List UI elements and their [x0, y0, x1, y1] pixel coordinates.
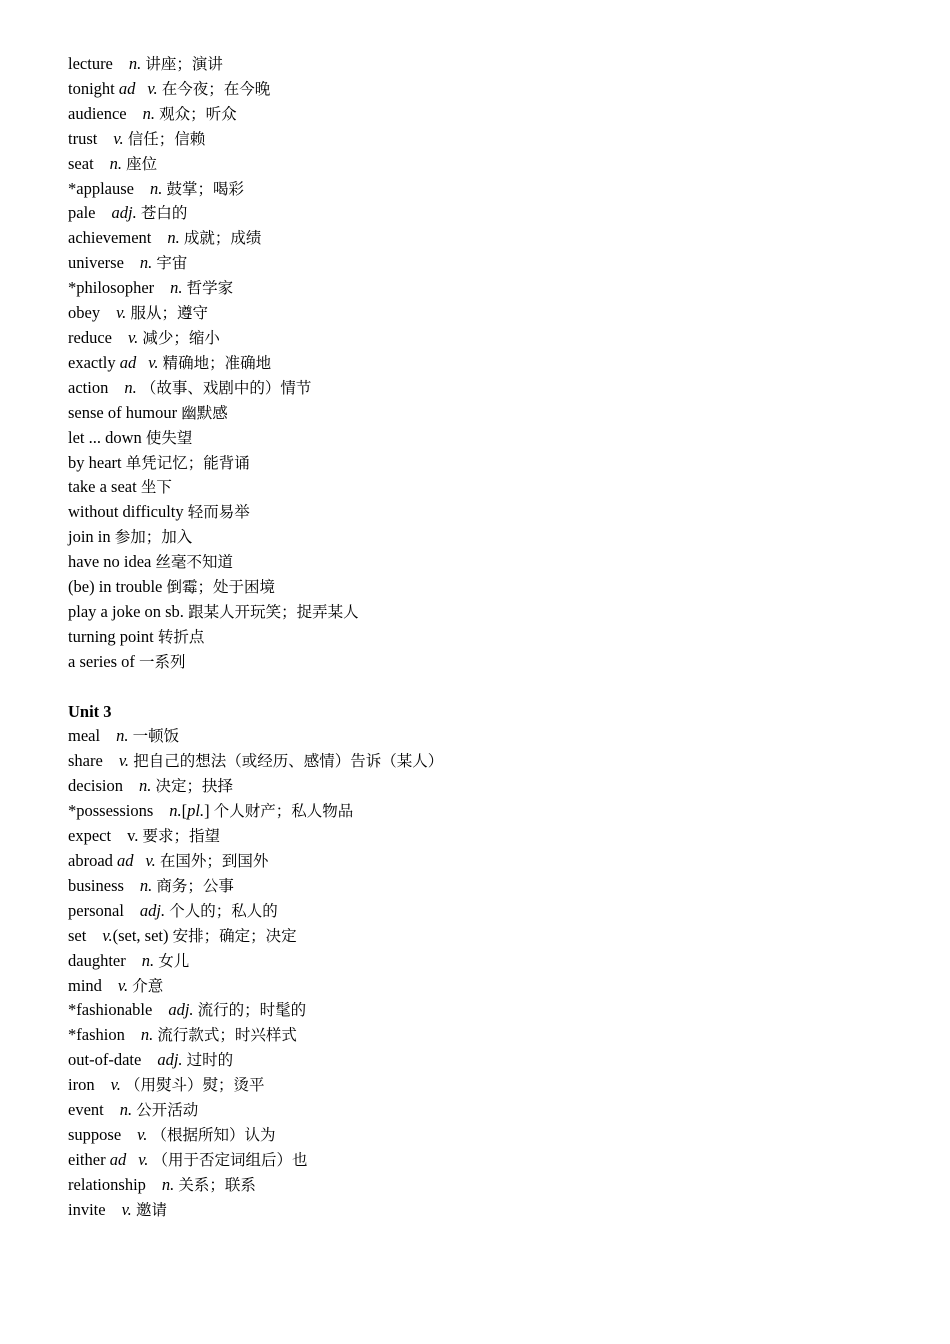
vocab-word: achievement [68, 228, 152, 248]
part-of-speech: v. [117, 975, 129, 995]
vocab-entry [68, 1123, 928, 1148]
phrase-meaning: 轻而易举 [187, 503, 250, 522]
phrase-text: a series of [68, 651, 135, 671]
part-of-speech: v. [147, 78, 158, 98]
part-of-speech: v. [102, 925, 113, 945]
vocab-entry [68, 849, 928, 874]
phrase-meaning: 参加；加入 [114, 528, 193, 547]
vocab-word: universe [68, 253, 124, 273]
phrase-text: play a joke on sb. [68, 601, 184, 621]
part-of-speech: v. [138, 1149, 149, 1169]
word-meaning: 信任；信赖 [127, 129, 206, 148]
vocab-word: exactly [68, 352, 116, 372]
part-of-speech: v. [148, 352, 159, 372]
word-meaning: 观众；听众 [159, 104, 237, 123]
phrase-entry [68, 550, 928, 575]
part-of-speech: adj. [157, 1050, 183, 1070]
part-of-speech: n. [149, 178, 163, 198]
phrase-meaning: 丝毫不知道 [155, 553, 234, 572]
word-meaning: 讲座；演讲 [145, 55, 223, 73]
phrase-entry [68, 650, 928, 675]
part-of-speech: n. [119, 1100, 133, 1120]
part-of-speech: n. [139, 253, 153, 273]
word-meaning: 安排；确定；决定 [172, 926, 297, 945]
phrase-entry [68, 575, 928, 600]
word-meaning: 要求；指望 [142, 827, 221, 846]
vocab-word: meal [68, 726, 101, 746]
vocabulary-list [68, 52, 928, 1223]
vocab-entry [68, 1148, 928, 1173]
vocab-entry [68, 1098, 928, 1123]
vocab-entry [68, 177, 928, 202]
vocab-entry [68, 326, 928, 351]
pos-bracket: [ [181, 801, 188, 821]
part-of-speech-modifier: ad [119, 352, 137, 372]
vocab-word: seat [68, 153, 94, 173]
vocab-word: personal [68, 900, 124, 920]
vocab-entry [68, 52, 928, 77]
vocab-word: business [68, 875, 124, 895]
part-of-speech: n. [142, 103, 156, 123]
vocab-word: *applause [68, 178, 134, 198]
word-meaning: 苍白的 [140, 204, 188, 223]
vocab-word: *fashionable [68, 1000, 153, 1020]
word-meaning: 在国外；到国外 [159, 852, 269, 870]
word-meaning: （用熨斗）熨；烫平 [124, 1076, 265, 1095]
phrase-meaning: 倒霉；处于困境 [166, 578, 276, 597]
phrase-text: by heart [68, 452, 122, 472]
vocab-entry [68, 998, 928, 1023]
vocab-word: action [68, 377, 109, 397]
phrase-text: let ... down [68, 427, 142, 447]
vocab-word: set [68, 925, 87, 945]
part-of-speech: n. [124, 377, 137, 397]
vocab-entry [68, 874, 928, 899]
vocab-word: either [68, 1149, 106, 1169]
word-meaning: 邀请 [135, 1200, 167, 1219]
vocab-entry [68, 201, 928, 226]
vocab-word: relationship [68, 1174, 146, 1194]
phrase-entry [68, 625, 928, 650]
word-meaning: 女儿 [158, 951, 190, 970]
part-of-speech-modifier: ad [118, 78, 136, 98]
phrase-meaning: 幽默感 [181, 403, 228, 422]
part-of-speech: n. [167, 228, 180, 248]
word-meaning: 在今夜；在今晚 [161, 79, 271, 98]
vocab-entry [68, 351, 928, 376]
vocab-word: reduce [68, 327, 112, 347]
phrase-entry [68, 500, 928, 525]
phrase-meaning: 跟某人开玩笑；捉弄某人 [188, 602, 359, 621]
part-of-speech: n. [109, 153, 123, 173]
vocab-word: tonight [68, 78, 115, 98]
part-of-speech: v. [145, 851, 156, 870]
vocab-entry [68, 226, 928, 251]
vocab-word: lecture [68, 54, 113, 73]
vocab-entry [68, 102, 928, 127]
word-meaning: 精确地；准确地 [162, 353, 272, 372]
phrase-entry [68, 600, 928, 625]
part-of-speech: n. [139, 875, 153, 895]
part-of-speech: adj. [139, 900, 166, 920]
part-of-speech: v. [127, 826, 139, 846]
vocab-word: decision [68, 776, 123, 796]
vocab-word: suppose [68, 1124, 122, 1144]
part-of-speech: v. [118, 751, 130, 771]
word-meaning: 哲学家 [186, 279, 234, 298]
vocab-word: iron [68, 1075, 95, 1095]
phrase-entry [68, 401, 928, 426]
word-meaning: （用于否定词组后）也 [152, 1150, 308, 1169]
vocab-entry [68, 949, 928, 974]
word-meaning: 个人的；私人的 [169, 901, 278, 920]
phrase-entry [68, 525, 928, 550]
vocab-entry [68, 276, 928, 301]
vocab-entry [68, 1198, 928, 1223]
part-of-speech: v. [137, 1124, 148, 1144]
word-meaning: 鼓掌；喝彩 [166, 179, 244, 198]
phrase-text: take a seat [68, 477, 137, 497]
part-of-speech: adj. [111, 203, 137, 223]
vocab-word: event [68, 1100, 104, 1120]
phrase-text: sense of humour [68, 402, 178, 422]
part-of-speech: n. [141, 950, 155, 970]
part-of-speech: v. [116, 303, 127, 323]
vocab-entry [68, 799, 928, 824]
vocab-word: daughter [68, 950, 126, 970]
phrase-text: without difficulty [68, 502, 184, 522]
word-meaning: 服从；遵守 [130, 304, 208, 323]
vocab-entry [68, 824, 928, 849]
vocab-word: expect [68, 826, 112, 846]
word-meaning: 决定；抉择 [155, 777, 234, 796]
vocab-entry [68, 1073, 928, 1098]
phrase-meaning: 转折点 [157, 627, 205, 646]
vocab-word: abroad [68, 851, 113, 870]
word-meaning: 过时的 [186, 1051, 234, 1070]
vocab-word: invite [68, 1199, 106, 1219]
phrase-meaning: 坐下 [140, 478, 172, 497]
pos-bracket: ] [204, 801, 210, 821]
part-of-speech-modifier: ad [109, 1149, 127, 1169]
vocab-entry [68, 899, 928, 924]
vocab-word: mind [68, 975, 102, 995]
vocab-word: out-of-date [68, 1050, 142, 1070]
vocab-word: share [68, 751, 103, 771]
word-meaning: 一顿饭 [132, 727, 180, 746]
vocab-entry [68, 1023, 928, 1048]
part-of-speech: n. [116, 726, 129, 746]
word-meaning: （故事、戏剧中的）情节 [140, 378, 312, 397]
section-heading: Unit 3 [68, 701, 112, 721]
word-meaning: 流行的；时髦的 [197, 1001, 307, 1020]
vocab-word: pale [68, 203, 96, 223]
word-meaning: 宇宙 [156, 254, 188, 273]
phrase-text: join in [68, 527, 111, 547]
part-of-speech-modifier: ad [117, 851, 134, 870]
word-meaning: （根据所知）认为 [151, 1125, 276, 1144]
vocab-entry [68, 724, 928, 749]
word-meaning: 座位 [126, 154, 158, 173]
phrase-text: turning point [68, 626, 154, 646]
phrase-entry [68, 475, 928, 500]
vocab-entry [68, 774, 928, 799]
vocab-entry [68, 376, 928, 401]
part-of-speech: v. [113, 128, 124, 148]
part-of-speech: v. [110, 1075, 121, 1095]
word-meaning: 减少；缩小 [142, 328, 220, 347]
phrase-meaning: 使失望 [145, 428, 193, 447]
part-of-speech: adj. [168, 1000, 194, 1020]
part-of-speech: v. [127, 327, 139, 347]
word-meaning: 介意 [132, 976, 164, 995]
part-of-speech: n. [140, 1025, 154, 1045]
plural-marker: pl. [187, 801, 205, 821]
word-meaning: 公开活动 [136, 1101, 199, 1120]
vocab-entry [68, 77, 928, 102]
vocab-entry [68, 301, 928, 326]
phrase-meaning: 一系列 [139, 652, 186, 671]
vocab-word: *fashion [68, 1025, 125, 1045]
vocab-word: audience [68, 103, 127, 123]
word-meaning: 个人财产；私人物品 [213, 802, 354, 821]
word-meaning: 商务；公事 [156, 876, 234, 895]
vocab-entry [68, 924, 928, 949]
phrase-entry [68, 451, 928, 476]
part-of-speech: n. [169, 801, 182, 821]
vocab-entry [68, 251, 928, 276]
part-of-speech: n. [139, 776, 152, 796]
part-of-speech: v. [121, 1199, 132, 1219]
vocab-entry [68, 1048, 928, 1073]
word-meaning: 关系；联系 [178, 1175, 256, 1194]
blank-line [68, 675, 928, 700]
phrase-text: (be) in trouble [68, 577, 163, 597]
verb-forms: (set, set) [112, 925, 169, 945]
phrase-text: have no idea [68, 552, 152, 572]
vocab-word: obey [68, 303, 101, 323]
vocab-entry [68, 152, 928, 177]
vocab-entry [68, 974, 928, 999]
vocab-entry [68, 127, 928, 152]
part-of-speech: n. [161, 1174, 175, 1194]
phrase-entry [68, 426, 928, 451]
vocab-word: *philosopher [68, 278, 155, 298]
part-of-speech: n. [170, 278, 183, 298]
word-meaning: 成就；成绩 [183, 229, 262, 248]
word-meaning: 流行款式；时兴样式 [157, 1026, 297, 1045]
vocab-entry [68, 749, 928, 774]
word-meaning: 把自己的想法（或经历、感情）告诉（某人） [133, 752, 444, 771]
vocab-word: trust [68, 128, 98, 148]
vocab-word: *possessions [68, 801, 154, 821]
part-of-speech: n. [128, 54, 142, 73]
vocab-entry [68, 1173, 928, 1198]
phrase-meaning: 单凭记忆；能背诵 [125, 453, 250, 472]
